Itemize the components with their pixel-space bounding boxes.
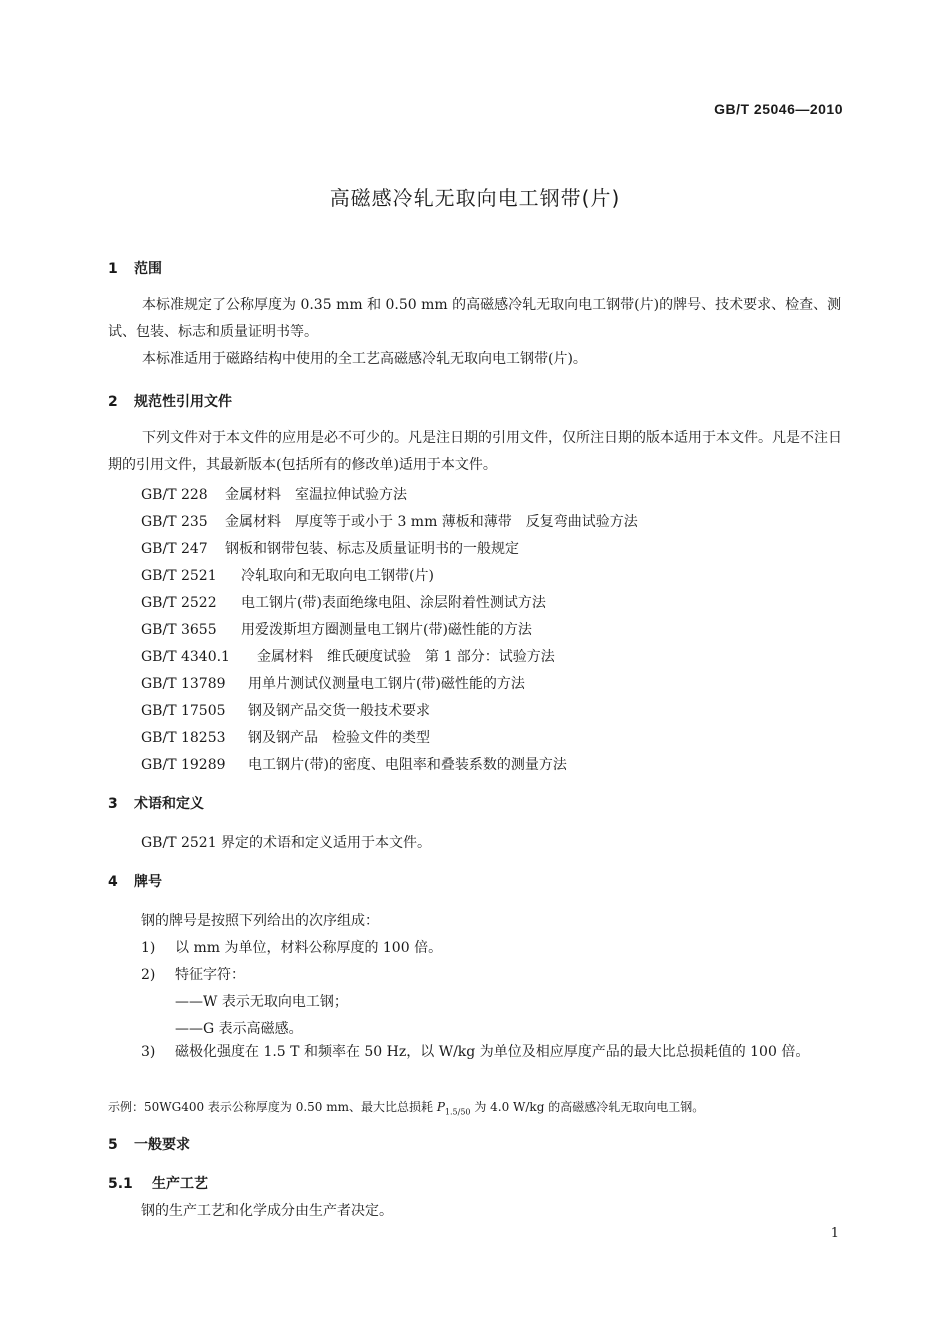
reference-title: 用爱泼斯坦方圈测量电工钢片(带)磁性能的方法 (241, 622, 532, 638)
list-item-number: 3) (141, 1044, 156, 1060)
document-title: 高磁感冷轧无取向电工钢带(片) (329, 186, 621, 210)
reference-code: GB/T 235 (141, 514, 208, 530)
subsection-number: 5.1 (108, 1176, 133, 1192)
reference-code: GB/T 19289 (141, 757, 226, 773)
subsection-title: 生产工艺 (152, 1176, 208, 1192)
list-item (141, 1039, 843, 1066)
reference-item (141, 700, 430, 720)
reference-item (141, 538, 519, 558)
standard-number: GB/T 25046—2010 (714, 101, 843, 117)
loss-symbol: P (436, 1100, 445, 1114)
example-suffix: 为 4.0 W/kg 的高磁感冷轧无取向电工钢。 (470, 1100, 705, 1114)
reference-title: 金属材料 厚度等于或小于 3 mm 薄板和薄带 反复弯曲试验方法 (225, 514, 638, 530)
subsection-5-1-heading (108, 1173, 208, 1193)
example-note (108, 1098, 704, 1116)
reference-code: GB/T 17505 (141, 703, 226, 719)
reference-item (141, 484, 407, 504)
list-item-text: 磁极化强度在 1.5 T 和频率在 50 Hz，以 W/kg 为单位及相应厚度产品的最大比总损耗值的 100 倍。 (175, 1044, 810, 1060)
reference-title: 冷轧取向和无取向电工钢带(片) (241, 568, 434, 584)
section-title: 术语和定义 (134, 796, 204, 812)
section-3-heading (108, 793, 204, 813)
reference-code: GB/T 247 (141, 541, 208, 557)
section-1-paragraph-2: 本标准适用于磁路结构中使用的全工艺高磁感冷轧无取向电工钢带(片)。 (142, 351, 587, 367)
list-item-number: 1) (141, 940, 156, 956)
section-3-paragraph: GB/T 2521 界定的术语和定义适用于本文件。 (141, 835, 432, 851)
section-1-paragraph-1: 本标准规定了公称厚度为 0.35 mm 和 0.50 mm 的高磁感冷轧无取向电工钢带(片)的牌号、技术要求、检查、测试、包装、标志和质量证明书等。 (108, 297, 842, 340)
section-4-heading (108, 871, 162, 891)
reference-title: 钢及钢产品交货一般技术要求 (248, 703, 430, 719)
reference-item (141, 727, 430, 747)
reference-title: 钢及钢产品 检验文件的类型 (248, 730, 430, 746)
example-prefix: 示例：50WG400 表示公称厚度为 0.50 mm、最大比总损耗 (108, 1100, 437, 1114)
loss-subscript: 1.5/50 (444, 1107, 471, 1117)
reference-code: GB/T 228 (141, 487, 208, 503)
section-number: 5 (108, 1137, 118, 1153)
dash-item: ——W 表示无取向电工钢； (175, 994, 348, 1010)
section-5-heading (108, 1134, 190, 1154)
reference-code: GB/T 2521 (141, 568, 217, 584)
reference-item (141, 592, 546, 612)
section-number: 2 (108, 394, 118, 410)
reference-item (141, 646, 555, 666)
reference-title: 电工钢片(带)的密度、电阻率和叠装系数的测量方法 (248, 757, 567, 773)
section-title: 规范性引用文件 (134, 394, 232, 410)
reference-item (141, 619, 532, 639)
reference-item (141, 754, 567, 774)
section-number: 4 (108, 874, 118, 890)
reference-title: 金属材料 室温拉伸试验方法 (225, 487, 407, 503)
reference-code: GB/T 4340.1 (141, 649, 230, 665)
reference-title: 钢板和钢带包装、标志及质量证明书的一般规定 (225, 541, 519, 557)
section-4-intro: 钢的牌号是按照下列给出的次序组成： (141, 913, 379, 929)
subsection-5-1-paragraph: 钢的生产工艺和化学成分由生产者决定。 (141, 1203, 393, 1219)
list-item-text: 特征字符： (175, 967, 245, 983)
dash-item: ——G 表示高磁感。 (175, 1021, 303, 1037)
list-item (141, 937, 442, 957)
reference-code: GB/T 3655 (141, 622, 217, 638)
section-number: 3 (108, 796, 118, 812)
list-item-number: 2) (141, 967, 156, 983)
section-number: 1 (108, 261, 118, 277)
reference-title: 电工钢片(带)表面绝缘电阻、涂层附着性测试方法 (241, 595, 546, 611)
section-title: 一般要求 (134, 1137, 190, 1153)
reference-title: 金属材料 维氏硬度试验 第 1 部分：试验方法 (257, 649, 555, 665)
list-item-text: 以 mm 为单位，材料公称厚度的 100 倍。 (175, 940, 443, 956)
section-title: 牌号 (134, 874, 162, 890)
list-item (141, 964, 245, 984)
reference-code: GB/T 13789 (141, 676, 226, 692)
section-1-heading (108, 258, 162, 278)
reference-item (141, 511, 638, 531)
reference-item (141, 565, 434, 585)
reference-item (141, 673, 525, 693)
section-2-intro: 下列文件对于本文件的应用是必不可少的。凡是注日期的引用文件，仅所注日期的版本适用于本文件。凡是不注日期的引用文件，其最新版本(包括所有的修改单)适用于本文件。 (108, 430, 842, 473)
section-title: 范围 (134, 261, 162, 277)
page-number: 1 (830, 1226, 839, 1241)
section-2-heading (108, 391, 232, 411)
reference-code: GB/T 2522 (141, 595, 217, 611)
reference-code: GB/T 18253 (141, 730, 226, 746)
reference-title: 用单片测试仪测量电工钢片(带)磁性能的方法 (248, 676, 525, 692)
